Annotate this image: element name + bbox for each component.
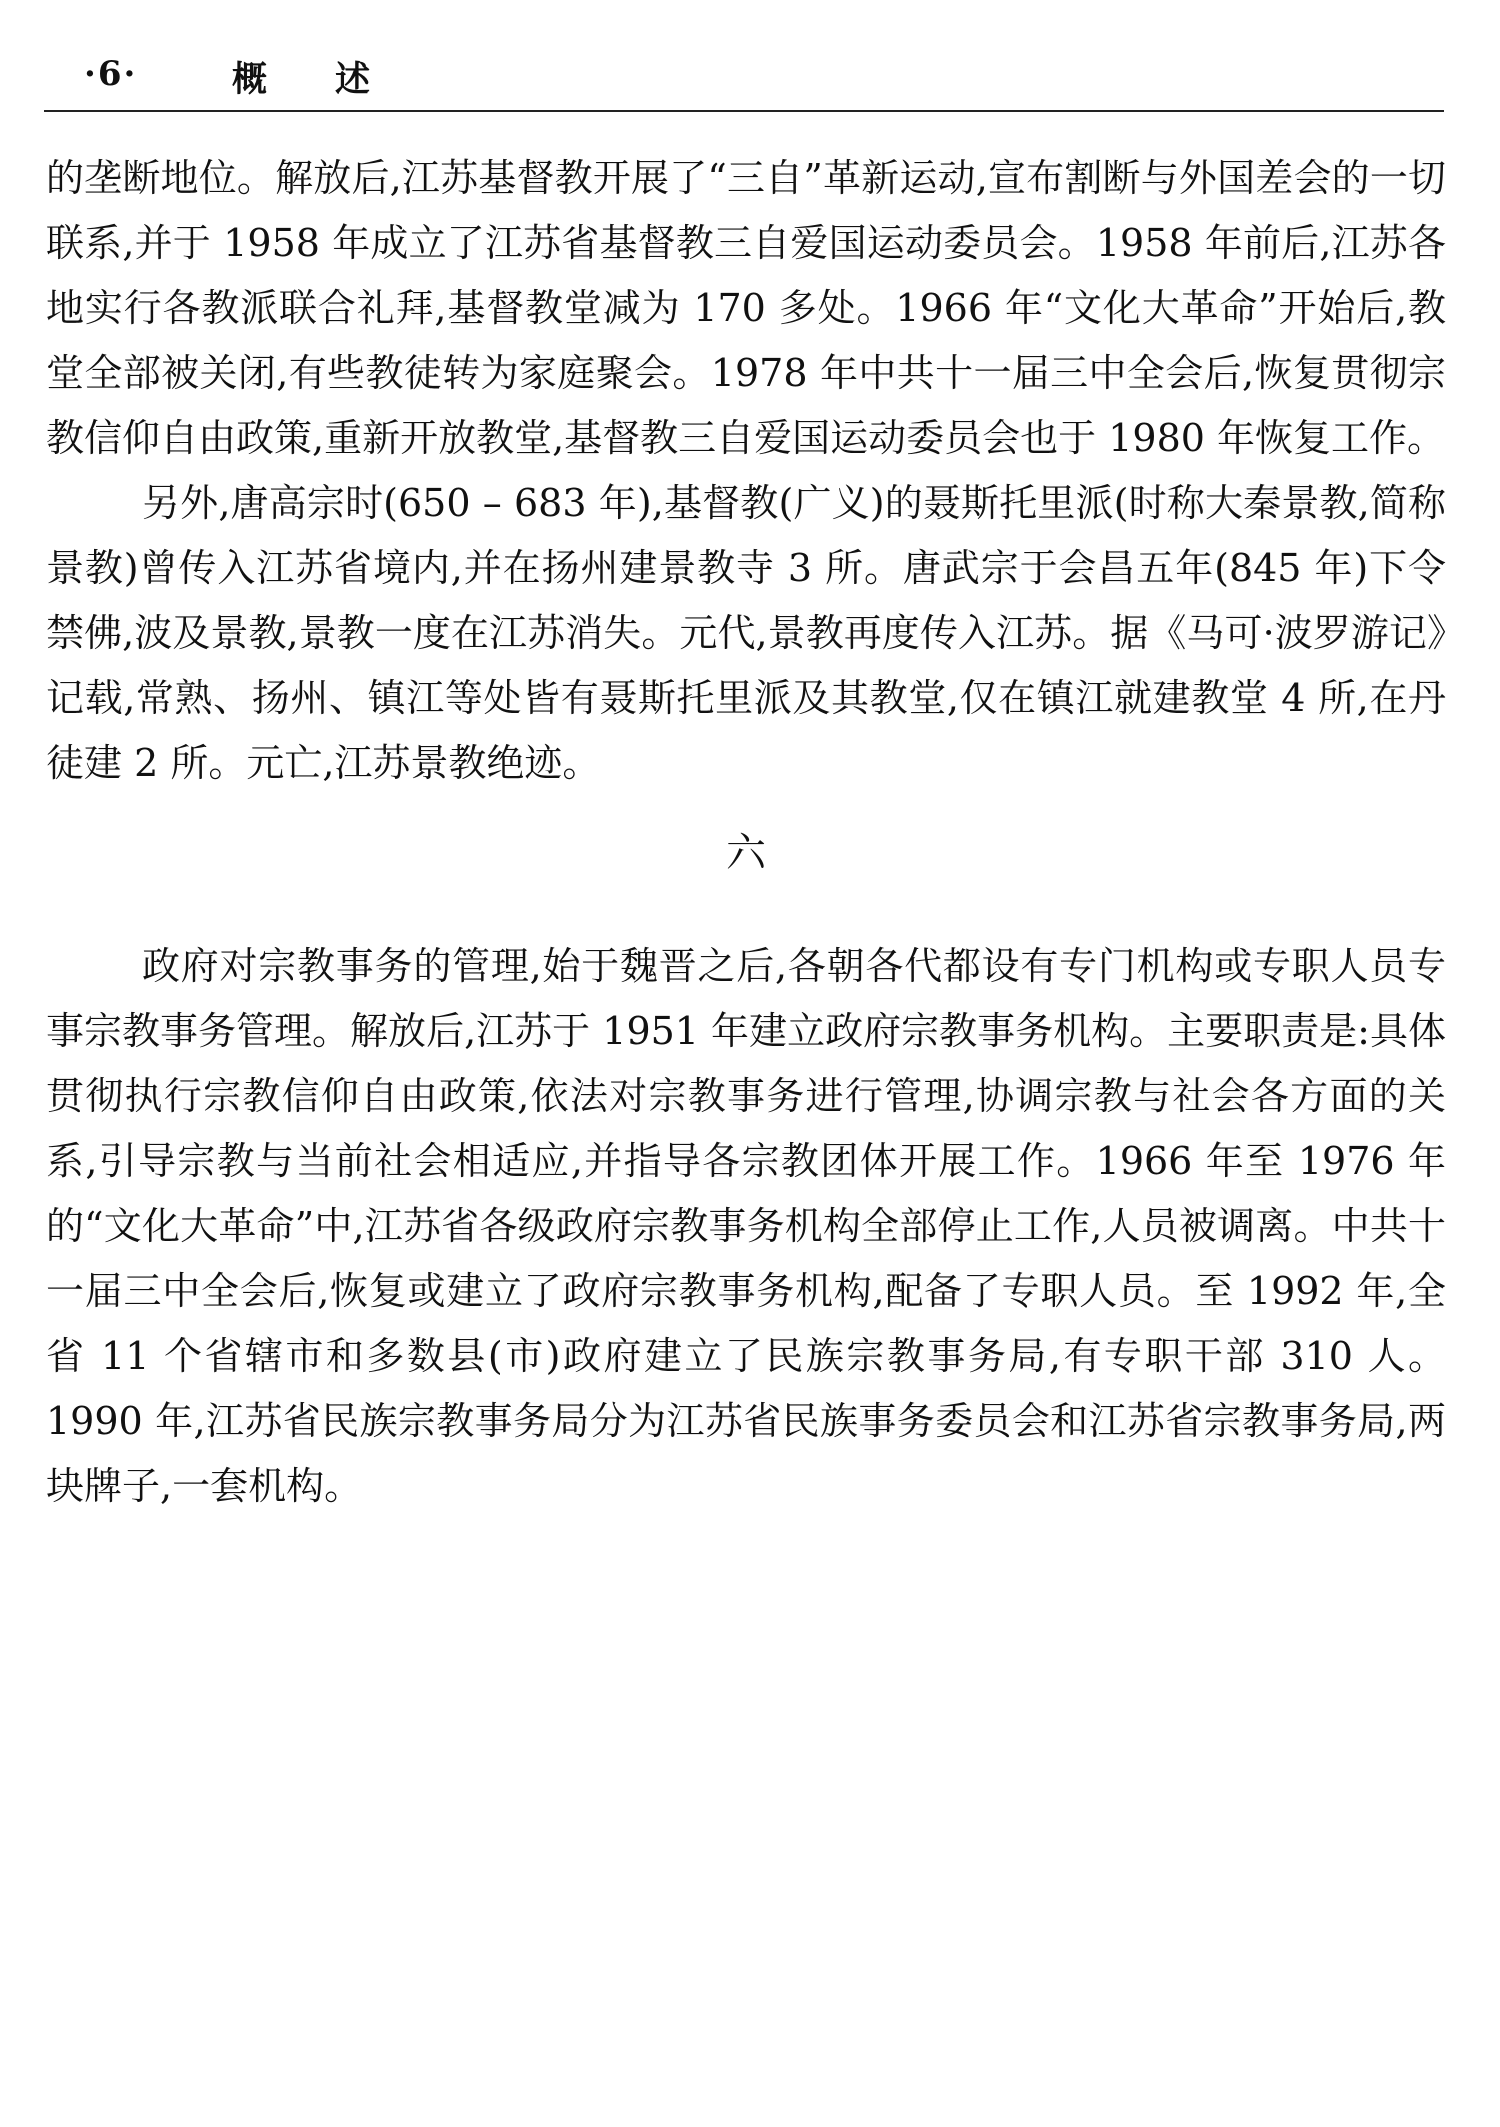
paragraph-jingjiao: 另外,唐高宗时(650 – 683 年),基督教(广义)的聂斯托里派(时称大秦景教,简称景教)曾传入江苏省境内,并在扬州建景教寺 3 所。唐武宗于会昌五年(845 年)下令禁佛,波及景教,景教一度在江苏消失。元代,景教再度传入江苏。据《马可·波罗游记》记载,常熟、扬州、镇江等处皆有聂斯托里派及其教堂,仅在镇江就建教堂 4 所,在丹徒建 2 所。元亡,江苏景教绝迹。 xyxy=(46,481,1446,785)
header-rule xyxy=(44,110,1444,112)
page-body xyxy=(46,146,1446,1519)
page-header xyxy=(44,48,1444,108)
page-number: ·6· xyxy=(84,54,138,94)
section-number: 六 xyxy=(726,830,766,876)
running-title: 概述 xyxy=(232,59,439,100)
paragraph-government-administration: 政府对宗教事务的管理,始于魏晋之后,各朝各代都设有专门机构或专职人员专事宗教事务管理。解放后,江苏于 1951 年建立政府宗教事务机构。主要职责是:具体贯彻执行宗教信仰自由政策,依法对宗教事务进行管理,协调宗教与社会各方面的关系,引导宗教与当前社会相适应,并指导各宗教团体开展工作。1966 年至 1976 年的“文化大革命”中,江苏省各级政府宗教事务机构全部停止工作,人员被调离。中共十一届三中全会后,恢复或建立了政府宗教事务机构,配备了专职人员。至 1992 年,全省 11 个省辖市和多数县(市)政府建立了民族宗教事务局,有专职干部 310 人。1990 年,江苏省民族宗教事务局分为江苏省民族事务委员会和江苏省宗教事务局,两块牌子,一套机构。 xyxy=(46,944,1446,1508)
paragraph-continued: 的垄断地位。解放后,江苏基督教开展了“三自”革新运动,宣布割断与外国差会的一切联系,并于 1958 年成立了江苏省基督教三自爱国运动委员会。1958 年前后,江苏各地实行各教派联合礼拜,基督教堂减为 170 多处。1966 年“文化大革命”开始后,教堂全部被关闭,有些教徒转为家庭聚会。1978 年中共十一届三中全会后,恢复贯彻宗教信仰自由政策,重新开放教堂,基督教三自爱国运动委员会也于 1980 年恢复工作。 xyxy=(46,156,1446,460)
